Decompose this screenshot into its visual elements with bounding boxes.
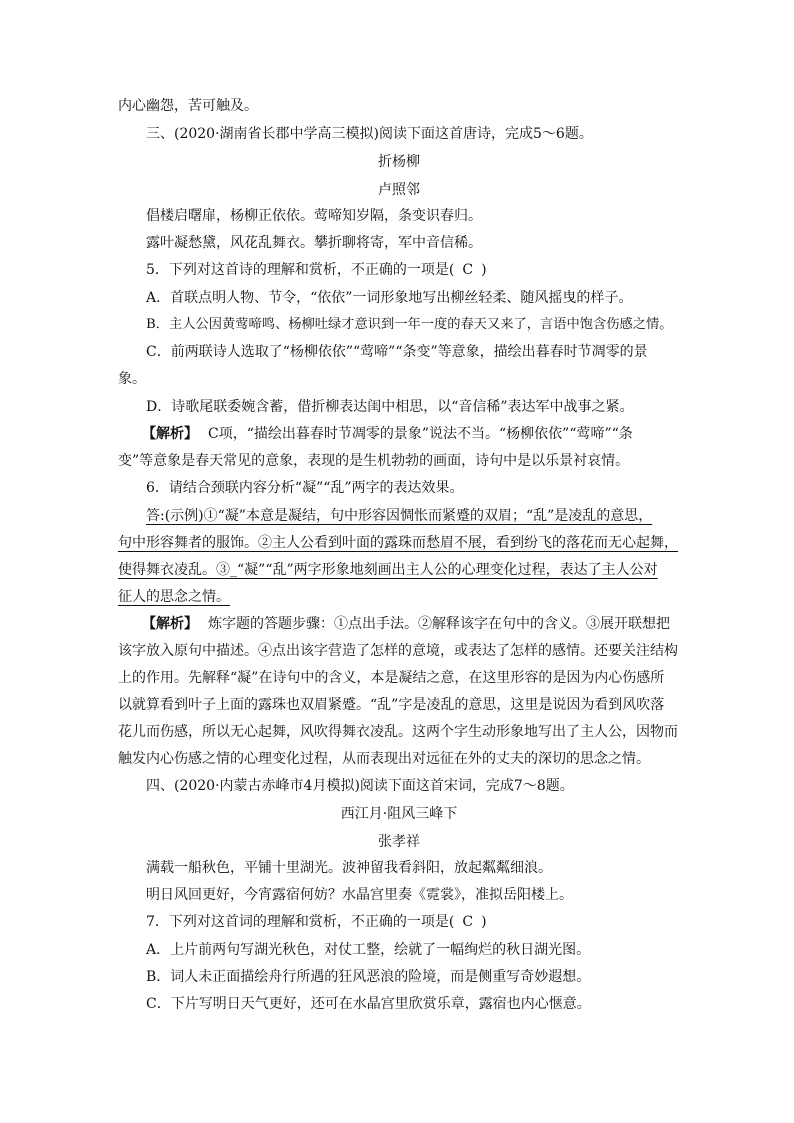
analysis-text: 以就算看到叶子上面的露珠也双眉紧蹙。“乱”字是凌乱的意思，这里是说因为看到风吹落 — [118, 697, 665, 713]
question-text: 7．下列对这首词的理解和赏析，不正确的一项是( — [146, 914, 455, 930]
analysis-label: 【解析】 — [142, 426, 198, 442]
option-b: B．主人公因黄莺啼鸣、杨柳吐绿才意识到一年一度的春天又来了，言语中饱含伤感之情。 — [146, 317, 673, 332]
option-c-cont: 象。 — [118, 371, 146, 387]
poem-author: 卢照邻 — [378, 182, 420, 198]
answer-letter: C — [462, 914, 474, 930]
answer-letter: C — [462, 262, 474, 278]
question-close: ) — [481, 914, 487, 930]
analysis-text: 变”等意象是春天常见的意象，表现的是生机勃勃的画面，诗句中是以乐景衬哀情。 — [118, 453, 630, 469]
poem-line: 满载一船秋色，平铺十里湖光。波神留我看斜阳，放起粼粼细浪。 — [146, 860, 552, 876]
option-b: B．词人未正面描绘舟行所遇的狂风恶浪的险境，而是侧重写奇妙遐想。 — [146, 969, 591, 985]
option-c: C．前两联诗人选取了“杨柳依依”“莺啼”“条变”等意象，描绘出暮春时节凋零的景 — [146, 344, 648, 360]
poem-author: 张孝祥 — [378, 834, 420, 850]
analysis-5 — [142, 424, 680, 444]
answer-line: 使得舞衣凌乱。③_“凝”“乱”两字形象地刻画出主人公的心理变化过程，表达了主人公对 — [118, 562, 658, 578]
section-heading: 三、(2020·湖南省长郡中学高三模拟)阅读下面这首唐诗，完成5～6题。 — [146, 126, 593, 142]
question-close: ) — [481, 262, 487, 278]
analysis-text: 上的作用。先解释“凝”在诗句中的含义，本是凝结之意，在这里形容的是因为内心伤感所 — [118, 670, 665, 686]
option-c: C．下片写明日天气更好，还可在水晶宫里欣赏乐章，露宿也内心惬意。 — [146, 996, 591, 1012]
poem-title: 西江月·阻风三峰下 — [340, 806, 458, 822]
analysis-6 — [142, 614, 680, 634]
analysis-text: C项，“描绘出暮春时节凋零的景象”说法不当。“杨柳依依”“莺啼”“条 — [208, 426, 633, 442]
question-text: 5．下列对这首诗的理解和赏析，不正确的一项是( — [146, 262, 455, 278]
analysis-text: 炼字题的答题步骤：①点出手法。②解释该字在句中的含义。③展开联想把 — [208, 616, 670, 632]
answer-line: 答:(示例)①“凝”本意是凝结，句中形容因惆怅而紧蹙的双眉；“乱”是凌乱的意思， — [146, 508, 653, 524]
analysis-text: 该字放入原句中描述。④点出该字营造了怎样的意境，或表达了怎样的感情。还要关注结构 — [118, 643, 678, 659]
text-line: 内心幽怨，苦可触及。 — [118, 98, 258, 114]
analysis-text: 花儿而伤感，所以无心起舞，风吹得舞衣凌乱。这两个字生动形象地写出了主人公，因物而 — [118, 724, 678, 740]
poem-line: 倡楼启曙扉，杨柳正依依。莺啼知岁隔，条变识春归。 — [146, 208, 482, 224]
poem-line: 明日风回更好，今宵露宿何妨？水晶宫里奏《霓裳》，准拟岳阳楼上。 — [146, 887, 573, 903]
analysis-text: 触发内心伤感之情的心理变化过程，从而表现出对远征在外的丈夫的深切的思念之情。 — [118, 751, 650, 767]
poem-title: 折杨柳 — [378, 154, 420, 170]
section-heading: 四、(2020·内蒙古赤峰市4月模拟)阅读下面这首宋词，完成7～8题。 — [146, 778, 574, 794]
analysis-label: 【解析】 — [142, 616, 198, 632]
answer-line: 征人的思念之情。 — [118, 589, 230, 605]
option-a: A．首联点明人物、节令，“依依”一词形象地写出柳丝轻柔、随风摇曳的样子。 — [146, 290, 633, 306]
question-6: 6．请结合颈联内容分析“凝”“乱”两字的表达效果。 — [146, 480, 464, 496]
option-a: A．上片前两句写湖光秋色，对仗工整，绘就了一幅绚烂的秋日湖光图。 — [146, 942, 591, 958]
answer-line: 句中形容舞者的服饰。②主人公看到叶面的露珠而愁眉不展，看到纷飞的落花而无心起舞， — [118, 535, 678, 551]
question-5 — [146, 260, 680, 280]
poem-line: 露叶凝愁黛，风花乱舞衣。攀折聊将寄，军中音信稀。 — [146, 235, 482, 251]
question-7 — [146, 912, 680, 932]
option-d: D．诗歌尾联委婉含蓄，借折柳表达闺中相思，以“音信稀”表达军中战事之紧。 — [146, 399, 634, 415]
